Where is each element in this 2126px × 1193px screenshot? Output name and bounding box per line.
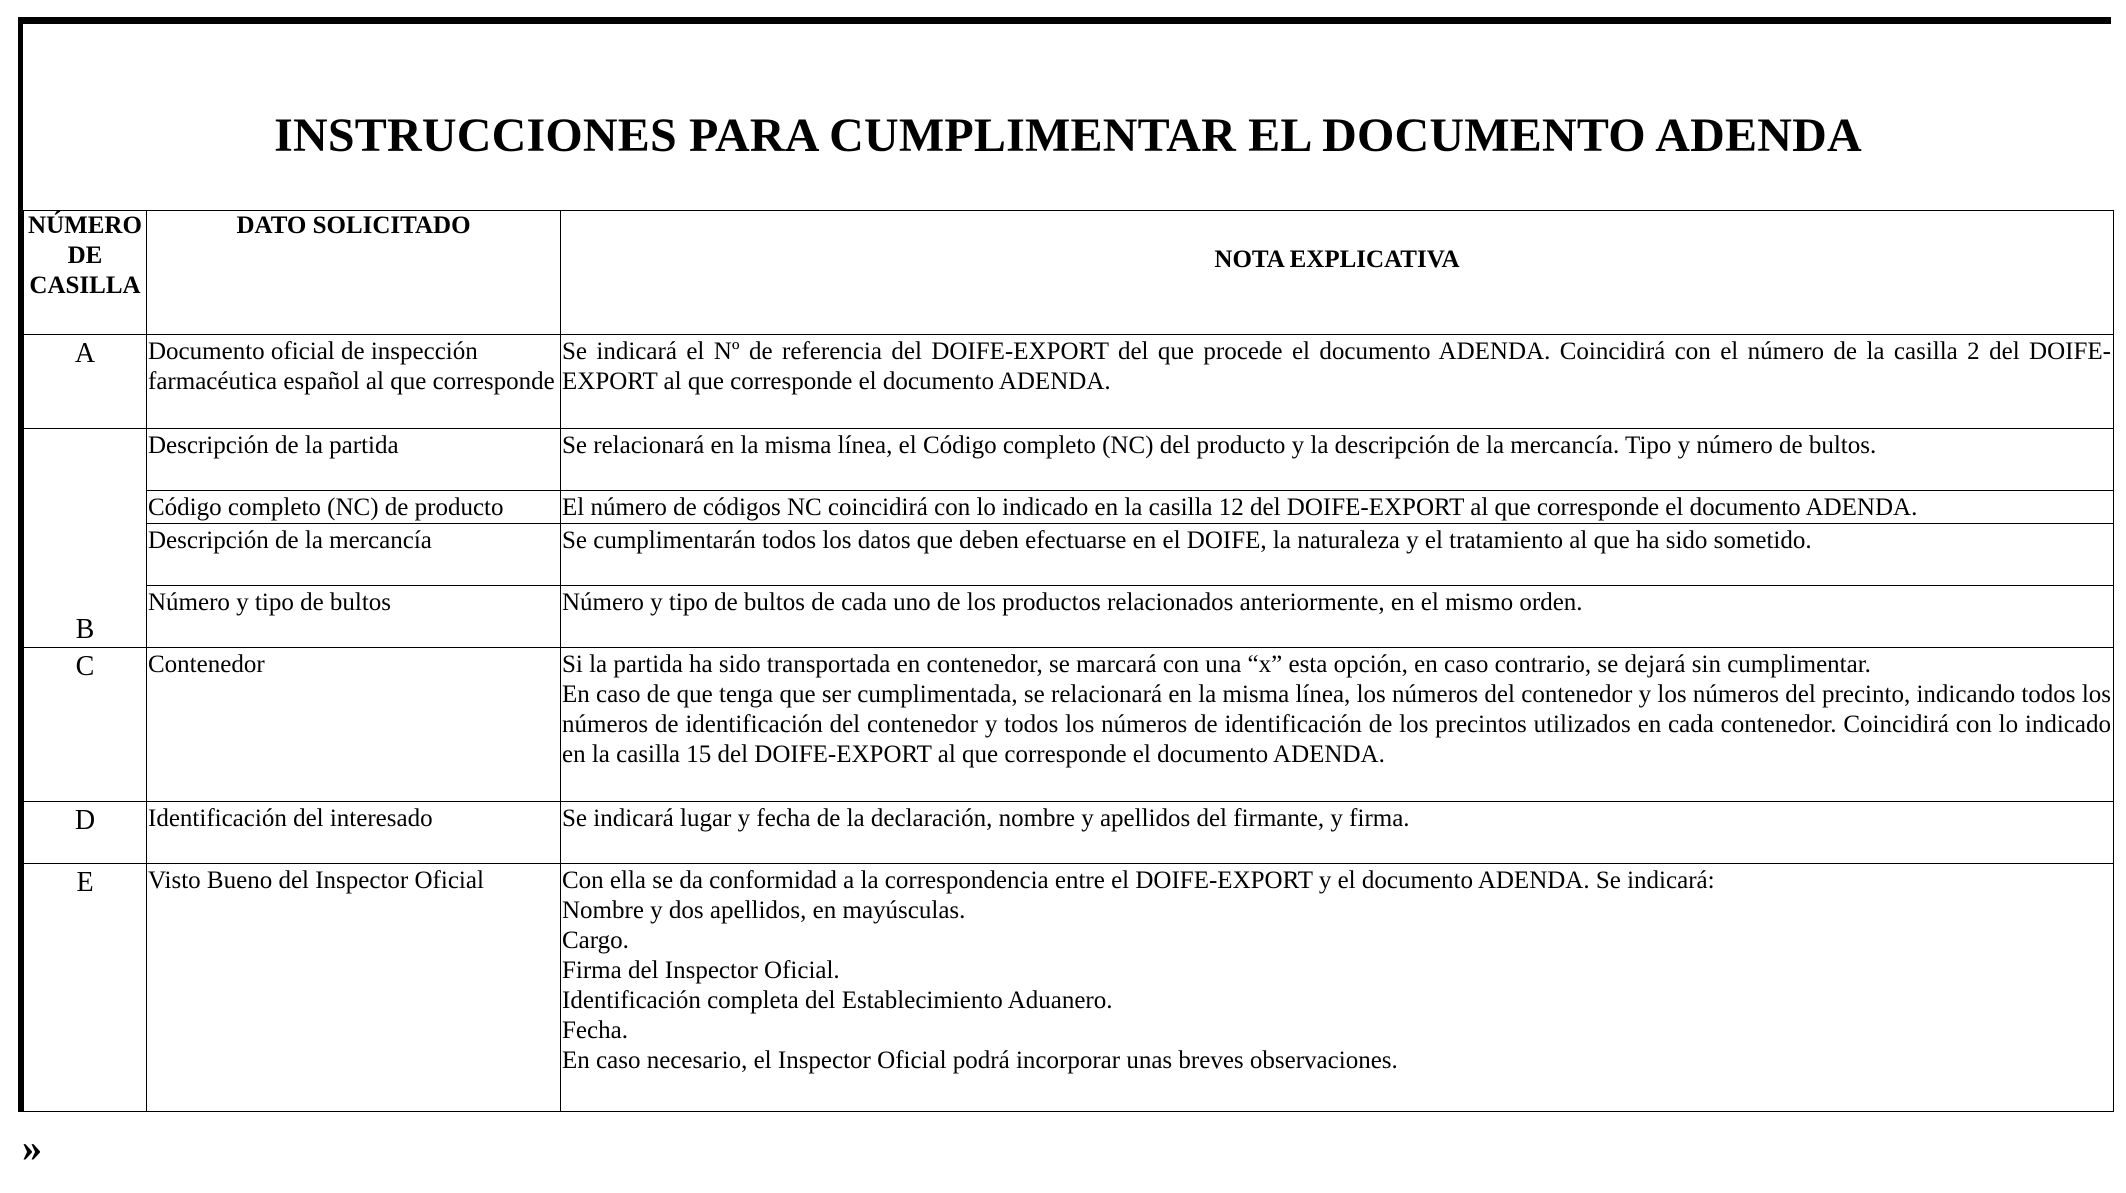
table-row-d [24, 802, 2114, 864]
dato-d: Identificación del interesado [147, 802, 561, 864]
nota-e-line-5: Identificación completa del Establecimiento Aduanero. [562, 987, 1113, 1014]
nota-e [561, 864, 2114, 1112]
casilla-e: E [24, 864, 147, 1112]
nota-a: Se indicará el Nº de referencia del DOIFE-EXPORT del que procede el documento ADENDA. Coincidirá con el número de la casilla 2 del DOIFE-EXPORT al que corresponde el documento ADENDA. [561, 335, 2114, 429]
table-row-b3 [24, 524, 2114, 586]
table-row-b2 [24, 491, 2114, 524]
nota-b2: El número de códigos NC coincidirá con lo indicado en la casilla 12 del DOIFE-EXPORT al que corresponde el documento ADENDA. [561, 491, 2114, 524]
page-title: INSTRUCCIONES PARA CUMPLIMENTAR EL DOCUMENTO ADENDA [274, 109, 1862, 162]
nota-e-line-6: Fecha. [562, 1017, 628, 1044]
table-row-c [24, 648, 2114, 802]
dato-b4: Número y tipo de bultos [147, 586, 561, 648]
document-frame [18, 17, 2111, 1112]
table-row-e [24, 864, 2114, 1112]
header-numero-line-3: CASILLA [29, 272, 141, 299]
dato-b1: Descripción de la partida [147, 429, 561, 491]
header-numero-casilla [24, 211, 147, 335]
nota-b1: Se relacionará en la misma línea, el Código completo (NC) del producto y la descripción de la mercancía. Tipo y número de bultos. [561, 429, 2114, 491]
nota-e-line-3: Cargo. [562, 927, 629, 954]
nota-d: Se indicará lugar y fecha de la declaración, nombre y apellidos del firmante, y firma. [561, 802, 2114, 864]
nota-b4: Número y tipo de bultos de cada uno de los productos relacionados anteriormente, en el mismo orden. [561, 586, 2114, 648]
header-row [24, 211, 2114, 335]
title-row [23, 24, 2113, 210]
header-dato-solicitado: DATO SOLICITADO [147, 211, 561, 335]
next-page-chevron-icon[interactable]: » [22, 1125, 42, 1170]
casilla-b-letter: B [75, 614, 95, 645]
nota-c [561, 648, 2114, 802]
nota-c-paragraph-2: En caso de que tenga que ser cumplimentada, se relacionará en la misma línea, los números del contenedor y los números del precinto, indicando todos los números de identificación del contenedor y todos los números de identificación de los precintos utilizados en cada contenedor. Coincidirá con lo indicado en la casilla 15 del DOIFE-EXPORT al que corresponde el documento ADENDA. [562, 681, 2111, 768]
casilla-a: A [24, 335, 147, 429]
nota-e-line-2: Nombre y dos apellidos, en mayúsculas. [562, 897, 966, 924]
nota-e-line-7: En caso necesario, el Inspector Oficial podrá incorporar unas breves observaciones. [562, 1047, 1398, 1074]
casilla-b [24, 429, 147, 648]
casilla-d: D [24, 802, 147, 864]
dato-b3: Descripción de la mercancía [147, 524, 561, 586]
nota-e-line-4: Firma del Inspector Oficial. [562, 957, 840, 984]
instructions-table [23, 210, 2114, 1112]
header-nota-explicativa: NOTA EXPLICATIVA [561, 211, 2114, 335]
dato-a: Documento oficial de inspección farmacéutica español al que corresponde [147, 335, 561, 429]
table-row-a [24, 335, 2114, 429]
table-row-b4 [24, 586, 2114, 648]
nota-c-paragraph-1: Si la partida ha sido transportada en contenedor, se marcará con una “x” esta opción, en caso contrario, se dejará sin cumplimentar. [562, 651, 1871, 678]
header-numero-line-2: DE [67, 242, 103, 269]
nota-e-line-1: Con ella se da conformidad a la correspondencia entre el DOIFE-EXPORT y el documento ADENDA. Se indicará: [562, 867, 1715, 894]
casilla-c: C [24, 648, 147, 802]
dato-e: Visto Bueno del Inspector Oficial [147, 864, 561, 1112]
table-row-b1 [24, 429, 2114, 491]
nota-b3: Se cumplimentarán todos los datos que deben efectuarse en el DOIFE, la naturaleza y el tratamiento al que ha sido sometido. [561, 524, 2114, 586]
dato-c: Contenedor [147, 648, 561, 802]
dato-b2: Código completo (NC) de producto [147, 491, 561, 524]
header-numero-line-1: NÚMERO [28, 212, 142, 239]
